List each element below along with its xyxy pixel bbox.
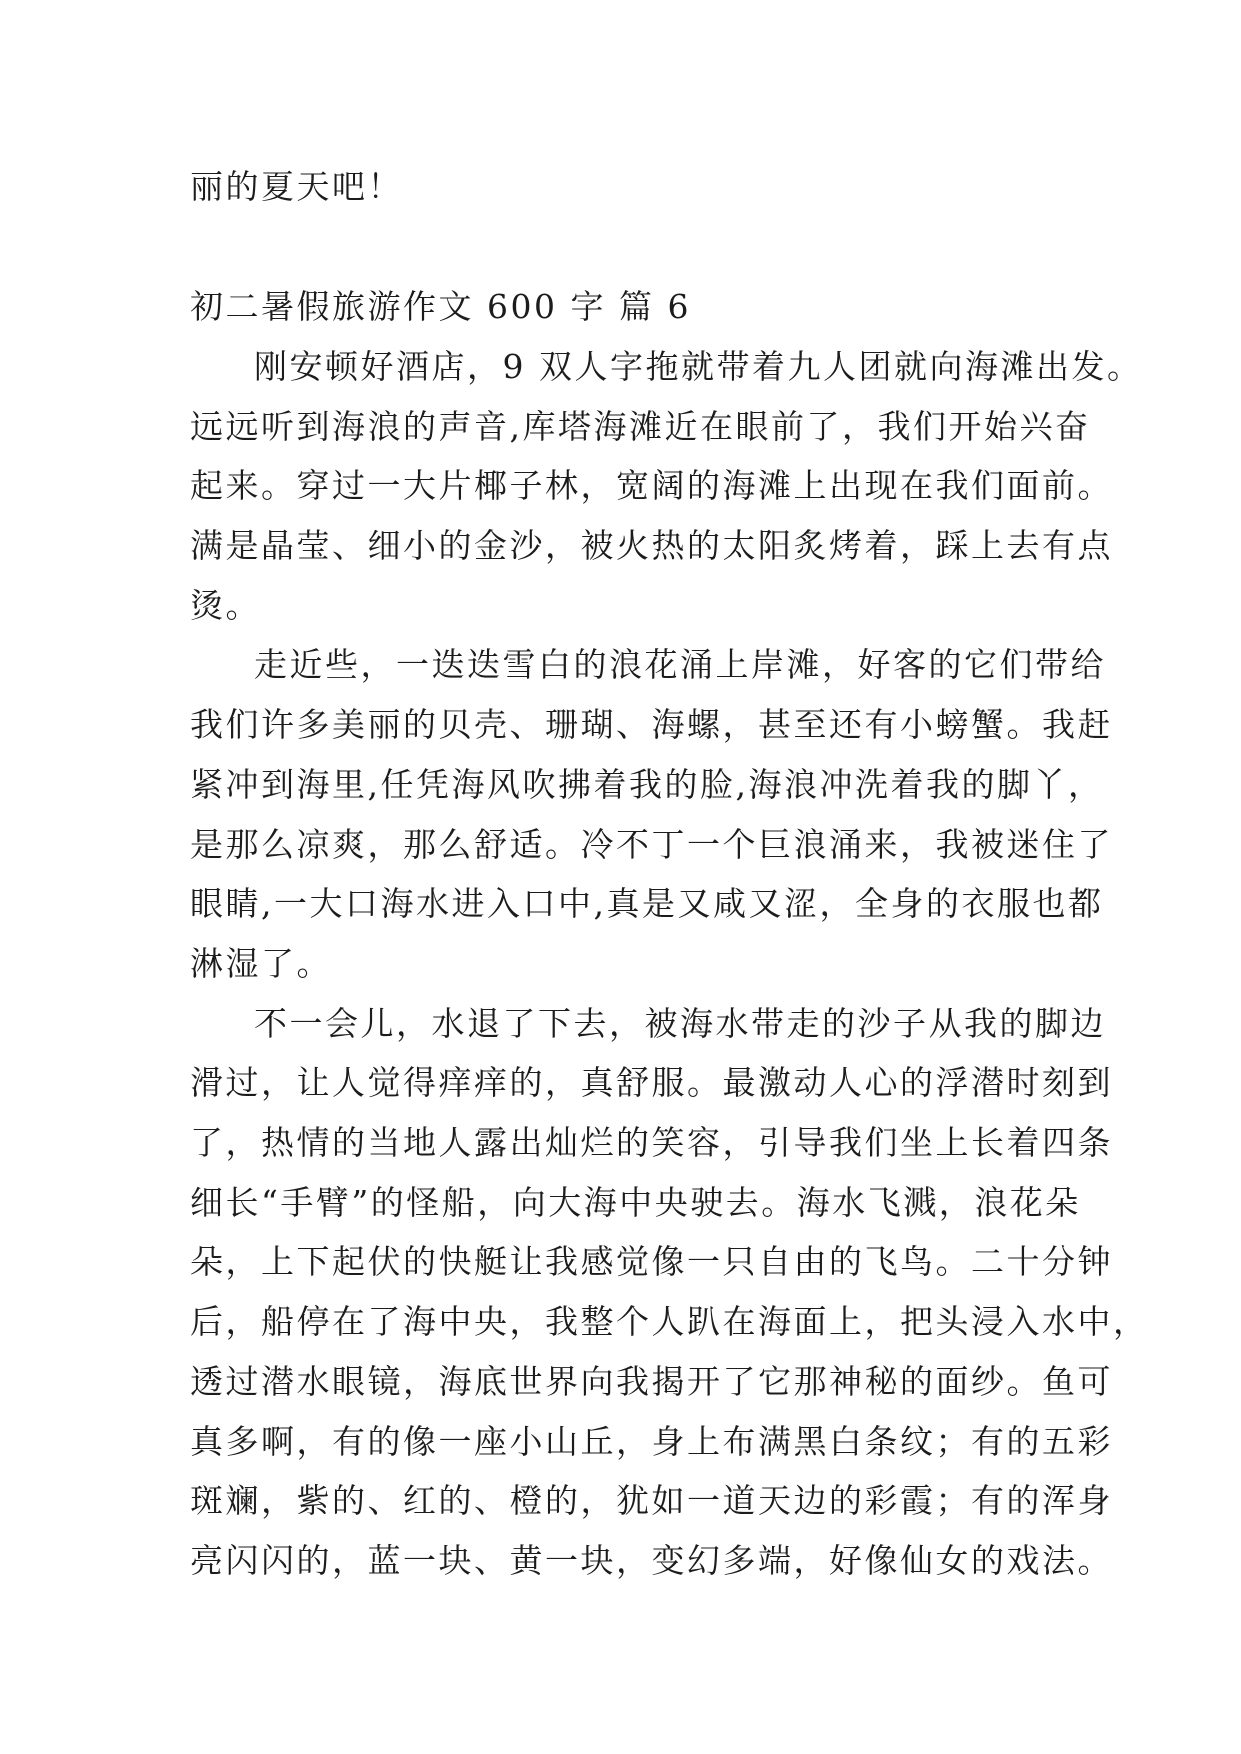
paragraph-line: 烫。	[190, 586, 261, 625]
paragraph-line: 是那么凉爽，那么舒适。冷不丁一个巨浪涌来，我被迷住了	[190, 825, 1113, 864]
paragraph-line: 远远听到海浪的声音,库塔海滩近在眼前了，我们开始兴奋	[190, 407, 1091, 446]
paragraph-line: 真多啊，有的像一座小山丘，身上布满黑白条纹；有的五彩	[190, 1422, 1113, 1461]
paragraph-line: 细长“手臂”的怪船，向大海中央驶去。海水飞溅，浪花朵	[190, 1183, 1081, 1222]
paragraph-line: 眼睛,一大口海水进入口中,真是又咸又涩，全身的衣服也都	[190, 884, 1104, 923]
continuation-line: 丽的夏天吧！	[190, 167, 403, 206]
paragraph-line: 刚安顿好酒店，9 双人字拖就带着九人团就向海滩出发。	[254, 347, 1143, 386]
paragraph-line: 斑斓，紫的、红的、橙的，犹如一道天边的彩霞；有的浑身	[190, 1481, 1113, 1520]
paragraph-line: 我们许多美丽的贝壳、珊瑚、海螺，甚至还有小螃蟹。我赶	[190, 705, 1113, 744]
paragraph-line: 起来。穿过一大片椰子林，宽阔的海滩上出现在我们面前。	[190, 466, 1113, 505]
paragraph-line: 亮闪闪的，蓝一块、黄一块，变幻多端，好像仙女的戏法。	[190, 1541, 1113, 1580]
paragraph-line: 走近些，一迭迭雪白的浪花涌上岸滩，好客的它们带给	[254, 645, 1106, 684]
paragraph-line: 不一会儿，水退了下去，被海水带走的沙子从我的脚边	[254, 1004, 1106, 1043]
paragraph-line: 紧冲到海里,任凭海风吹拂着我的脸,海浪冲洗着我的脚丫，	[190, 765, 1104, 804]
paragraph-line: 了，热情的当地人露出灿烂的笑容，引导我们坐上长着四条	[190, 1123, 1113, 1162]
paragraph-line: 滑过，让人觉得痒痒的，真舒服。最激动人心的浮潜时刻到	[190, 1063, 1113, 1102]
paragraph-line: 后，船停在了海中央，我整个人趴在海面上，把头浸入水中，	[190, 1302, 1149, 1341]
paragraph-line: 满是晶莹、细小的金沙，被火热的太阳炙烤着，踩上去有点	[190, 526, 1113, 565]
paragraph-line: 朵，上下起伏的快艇让我感觉像一只自由的飞鸟。二十分钟	[190, 1242, 1113, 1281]
paragraph-line: 淋湿了。	[190, 944, 332, 983]
article-heading: 初二暑假旅游作文 600 字 篇 6	[190, 287, 691, 326]
paragraph-line: 透过潜水眼镜，海底世界向我揭开了它那神秘的面纱。鱼可	[190, 1362, 1113, 1401]
